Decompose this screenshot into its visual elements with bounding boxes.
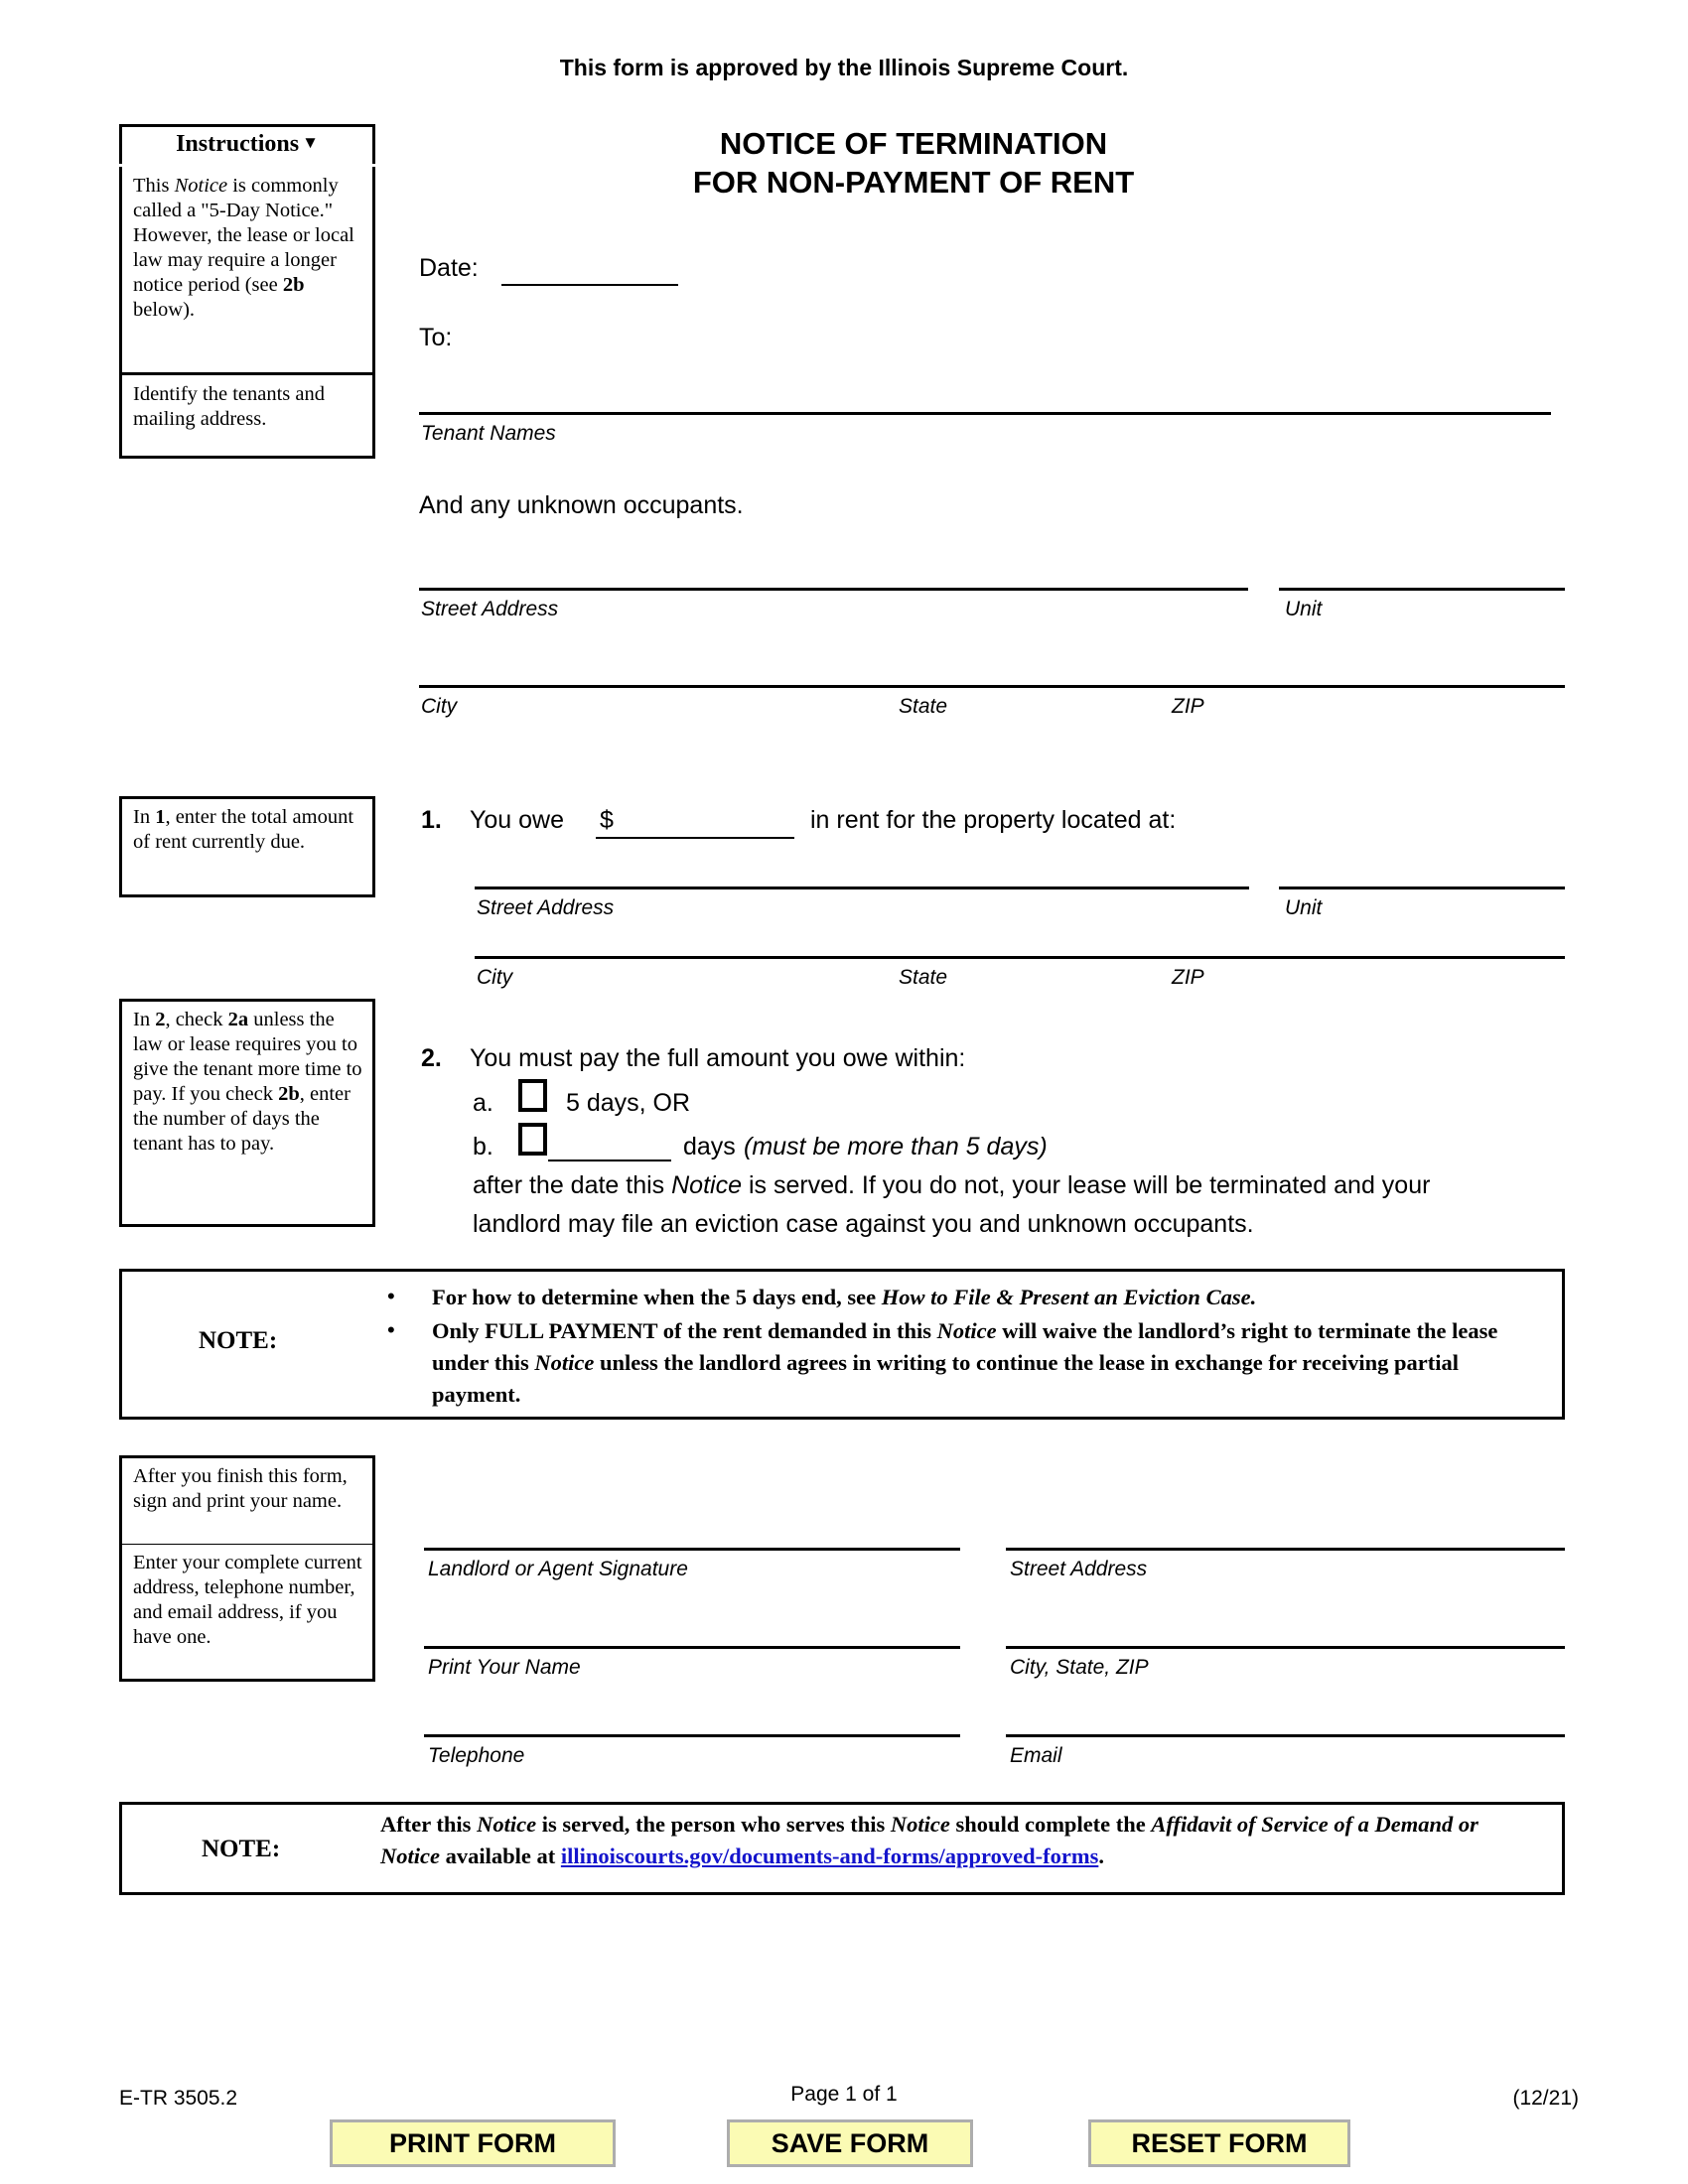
note-bot-i2: Notice (890, 1812, 950, 1837)
page-title (417, 124, 1410, 202)
item2-tail-b: is served. If you do not, your lease will be terminated and your (742, 1171, 1431, 1199)
page-title-line2: FOR NON-PAYMENT OF RENT (692, 165, 1135, 200)
instructions-header[interactable] (119, 124, 375, 164)
instr5-text: After you finish this form, sign and print your name. (133, 1465, 348, 1512)
recipient-unit-line[interactable] (1279, 588, 1565, 591)
instr1-bold: 2b (282, 274, 305, 296)
item1-number: 1. (421, 806, 442, 834)
item2-option-b-note: (must be more than 5 days) (744, 1133, 1048, 1160)
instr4-d: unless the law or lease requires you to give the tenant more time to pay. If you check (133, 1009, 362, 1105)
print-form-button[interactable]: PRINT FORM (330, 2119, 616, 2167)
note-top-b2-i2: Notice (534, 1350, 595, 1375)
note-bot-c: should complete the (949, 1812, 1152, 1837)
note-top-b1-a: For how to determine when the 5 days end, see (432, 1285, 882, 1309)
item2-tail-italic: Notice (671, 1171, 742, 1199)
instr1-text-a: This (133, 175, 175, 197)
landlord-signature-label: Landlord or Agent Signature (428, 1558, 688, 1580)
page-number: Page 1 of 1 (790, 2083, 898, 2106)
date-label: Date: (419, 254, 479, 282)
instruction-block-sign (119, 1455, 375, 1547)
recipient-unit-label: Unit (1285, 598, 1323, 620)
instr3-text-b: , enter the total amount of rent currently due. (133, 806, 354, 853)
note-bot-b: is served, the person who serves this (536, 1812, 891, 1837)
item2-number: 2. (421, 1044, 442, 1072)
item1-amount-input-line[interactable] (596, 837, 794, 839)
item2-tail-line1 (473, 1171, 1585, 1200)
item2-option-a-text: 5 days, OR (566, 1089, 691, 1117)
instruction-block-total-rent (119, 796, 375, 897)
instr4-e: , enter the number of days the tenant has to pay. (133, 1083, 351, 1155)
date-input-line[interactable] (501, 284, 678, 286)
bullet-icon-2: • (387, 1317, 395, 1342)
instr1-text-c: below). (133, 299, 196, 321)
landlord-street-address-label: Street Address (1010, 1558, 1148, 1580)
landlord-street-address-line[interactable] (1006, 1548, 1565, 1551)
instruction-block-contact (119, 1545, 375, 1682)
revision-date: (12/21) (1512, 2087, 1579, 2110)
instr6-text: Enter your complete current address, telephone number, and email address, if you have one. (133, 1552, 362, 1648)
item1-text-post: in rent for the property located at: (810, 806, 1177, 834)
recipient-city-label: City (421, 695, 458, 718)
instr4-b1: 2 (155, 1009, 166, 1030)
instructions-title: Instructions (176, 131, 300, 157)
unknown-occupants-text: And any unknown occupants. (419, 491, 744, 519)
note-top-label: NOTE: (199, 1327, 278, 1354)
save-form-button[interactable]: SAVE FORM (727, 2119, 973, 2167)
item2-days-input-line[interactable] (548, 1160, 671, 1161)
note-bottom-text (380, 1809, 1532, 1872)
email-label: Email (1010, 1744, 1062, 1767)
instruction-block-item2 (119, 999, 375, 1227)
recipient-state-label: State (899, 695, 948, 718)
chevron-down-icon[interactable]: ▼ (302, 133, 319, 152)
instr2-text: Identify the tenants and mailing address. (133, 383, 325, 430)
recipient-street-address-line[interactable] (419, 588, 1248, 591)
instr4-c: , check (165, 1009, 228, 1030)
instr1-text-b: is commonly called a "5-Day Notice." However, the lease or local law may require a longer notice period (see (133, 175, 354, 296)
item1-city-state-zip-line[interactable] (475, 956, 1565, 959)
approved-forms-link[interactable]: illinoiscourts.gov/documents-and-forms/approved-forms (560, 1843, 1099, 1868)
item1-street-address-label: Street Address (477, 896, 615, 919)
item1-unit-line[interactable] (1279, 887, 1565, 889)
checkbox-custom-days[interactable] (518, 1123, 547, 1156)
note-bot-e: . (1098, 1843, 1104, 1868)
reset-form-button[interactable]: RESET FORM (1088, 2119, 1350, 2167)
note-bot-d: available at (439, 1843, 561, 1868)
instr1-italic: Notice (174, 175, 228, 197)
item2-option-b-text: days (683, 1133, 736, 1160)
print-name-label: Print Your Name (428, 1656, 581, 1679)
note-top-b2-i1: Notice (936, 1318, 997, 1343)
item2-option-a-letter: a. (473, 1089, 493, 1117)
instr3-bold: 1 (155, 806, 166, 828)
form-number: E-TR 3505.2 (119, 2087, 238, 2110)
item2-tail-line2: landlord may file an eviction case against you and unknown occupants. (473, 1210, 1254, 1238)
landlord-city-state-zip-label: City, State, ZIP (1010, 1656, 1149, 1679)
note-bot-i1: Notice (477, 1812, 537, 1837)
telephone-line[interactable] (424, 1734, 960, 1737)
instr3-text-a: In (133, 806, 156, 828)
recipient-zip-label: ZIP (1172, 695, 1204, 718)
email-line[interactable] (1006, 1734, 1565, 1737)
note-bot-a: After this (380, 1812, 478, 1837)
item1-dollar-sign: $ (600, 806, 614, 834)
item1-text-pre: You owe (470, 806, 564, 834)
note-top-b2-a: Only FULL PAYMENT of the rent demanded in this (432, 1318, 937, 1343)
instruction-block-identify-tenants (119, 375, 375, 459)
landlord-signature-line[interactable] (424, 1548, 960, 1551)
bullet-icon-1: • (387, 1284, 395, 1308)
page-title-line1: NOTICE OF TERMINATION (719, 126, 1108, 161)
checkbox-5-days[interactable] (518, 1079, 547, 1112)
item2-option-b-letter: b. (473, 1133, 493, 1160)
instr4-a: In (133, 1009, 156, 1030)
to-label: To: (419, 324, 453, 351)
note-bottom-label: NOTE: (202, 1836, 281, 1862)
print-name-line[interactable] (424, 1646, 960, 1649)
item2-lead-text: You must pay the full amount you owe within: (470, 1044, 966, 1072)
tenant-names-input-line[interactable] (419, 412, 1551, 415)
note-top-b2-b: will waive the landlord’s right to terminate the lease under this (432, 1318, 1498, 1375)
instr4-b3: 2b (278, 1083, 300, 1105)
note-top-bullet-2 (432, 1315, 1534, 1411)
item2-tail-a: after the date this (473, 1171, 672, 1199)
tenant-names-label: Tenant Names (421, 422, 556, 445)
note-top-b1-italic: How to File & Present an Eviction Case. (881, 1285, 1257, 1309)
instr4-b2: 2a (227, 1009, 249, 1030)
note-bot-i3: Affidavit of Service of a Demand or Notice (380, 1812, 1478, 1868)
item1-city-label: City (477, 966, 513, 989)
note-top-bullet-1 (432, 1282, 1524, 1313)
item1-unit-label: Unit (1285, 896, 1323, 919)
telephone-label: Telephone (428, 1744, 525, 1767)
item1-state-label: State (899, 966, 948, 989)
recipient-street-address-label: Street Address (421, 598, 559, 620)
court-approval-line: This form is approved by the Illinois Supreme Court. (559, 55, 1129, 80)
recipient-city-state-zip-line[interactable] (419, 685, 1565, 688)
item1-street-address-line[interactable] (475, 887, 1249, 889)
instruction-block-notice (119, 167, 375, 375)
item1-zip-label: ZIP (1172, 966, 1204, 989)
landlord-city-state-zip-line[interactable] (1006, 1646, 1565, 1649)
note-top-b2-c: unless the landlord agrees in writing to continue the lease in exchange for receiving partial payment. (432, 1350, 1459, 1407)
